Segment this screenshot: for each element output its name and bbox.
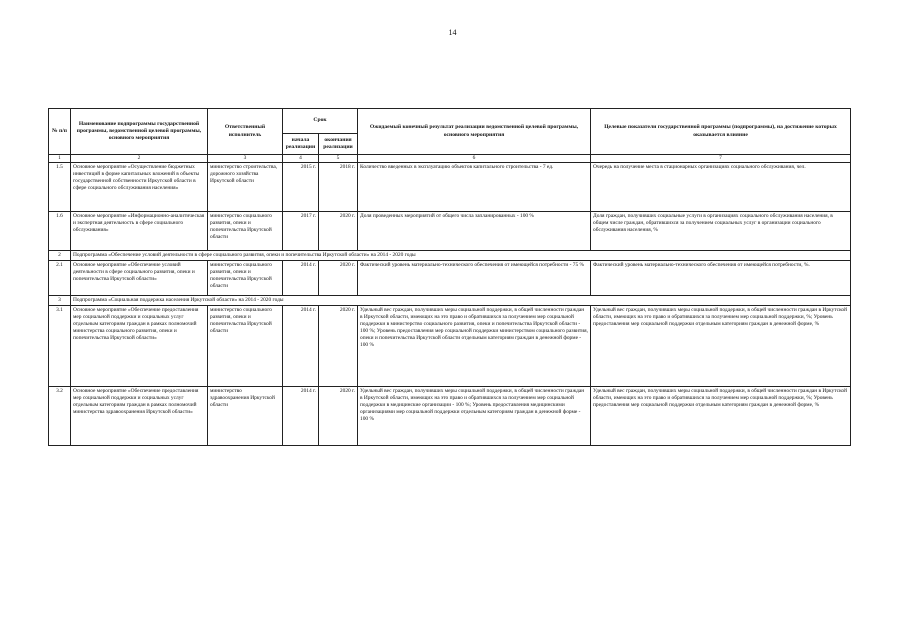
row-number: 2.1: [49, 261, 71, 296]
column-number: 1: [49, 155, 71, 163]
row-name: Основное мероприятие «Обеспечение условий деятельности в сфере социального развития, опеки и попечительства Иркутской области»: [71, 261, 208, 296]
section-title: Подпрограмма «Социальная поддержка населения Иркутской области» на 2014 - 2020 годы: [71, 296, 851, 306]
column-number: 6: [358, 155, 591, 163]
row-end: 2020 г.: [319, 306, 358, 387]
header-executor: Ответственный исполнитель: [208, 109, 283, 155]
column-number: 4: [283, 155, 319, 163]
page-number: 14: [448, 28, 457, 37]
row-number: 1.6: [49, 212, 71, 251]
section-row: [49, 296, 851, 306]
row-executor: министерство социального развития, опеки и попечительства Иркутской области: [208, 306, 283, 387]
column-number: 5: [319, 155, 358, 163]
row-result: Количество введенных в эксплуатацию объектов капитального строительства - 7 ед.: [358, 163, 591, 212]
row-result: Доля проведенных мероприятий от общего числа запланированных - 100 %: [358, 212, 591, 251]
header-result: Ожидаемый конечный результат реализации ведомственной целевой программы, основного мероприятия: [358, 109, 591, 155]
table-row: [49, 261, 851, 296]
column-number: 2: [71, 155, 208, 163]
header-indicators: Целевые показатели государственной программы (подпрограммы), на достижение которых оказывается влияние: [591, 109, 851, 155]
row-executor: министерство строительства, дорожного хозяйства Иркутской области: [208, 163, 283, 212]
row-number: 3.2: [49, 387, 71, 446]
header-name: Наименование подпрограммы государственной программы, ведомственной целевой программы, основного мероприятия: [71, 109, 208, 155]
row-executor: министерство социального развития, опеки и попечительства Иркутской области: [208, 261, 283, 296]
row-number: 1.5: [49, 163, 71, 212]
row-indicators: Фактический уровень материально-технического обеспечения от имеющейся потребности, %.: [591, 261, 851, 296]
row-indicators: Доля граждан, получивших социальные услуги в организациях социального обслуживания населения, в общем числе граждан, обратившихся за получением социальных услуг в организации социального обслуживания населения, %: [591, 212, 851, 251]
row-result: Фактический уровень материально-технического обеспечения от имеющейся потребности - 75 %: [358, 261, 591, 296]
table-row: [49, 387, 851, 446]
row-indicators: Очередь на получение места в стационарных организациях социального обслуживания, чел.: [591, 163, 851, 212]
row-result: Удельный вес граждан, получивших меры социальной поддержки, в общей численности граждан в Иркутской области, имеющих на это право и обратившихся за получением мер социальной поддержки в медицинские организации - 100 %; Уровень предоставления медицинскими организациями мер социальной поддержки отдельным категориям граждан в денежной форме - 100 %: [358, 387, 591, 446]
row-indicators: Удельный вес граждан, получивших меры социальной поддержки, в общей численности граждан в Иркутской области, имеющих на это право и обратившихся за получением мер социальной поддержки, %; Уровень предоставления мер социальной поддержки отдельным категориям граждан в денежной форме, %: [591, 306, 851, 387]
row-name: Основное мероприятие «Обеспечение предоставления мер социальной поддержки и социальных услуг отдельным категориям граждан в рамках полномочий министерства здравоохранения Иркутской области»: [71, 387, 208, 446]
header-term-start: начала реализации: [283, 134, 319, 155]
row-name: Основное мероприятие «Обеспечение предоставления мер социальной поддержки и социальных услуг отдельным категориям граждан в рамках полномочий министерства социального развития, опеки и попечительства Иркутской области»: [71, 306, 208, 387]
row-start: 2014 г.: [283, 261, 319, 296]
row-start: 2014 г.: [283, 387, 319, 446]
table-row: [49, 212, 851, 251]
row-name: Основное мероприятие «Информационно-аналитическая и экспертная деятельность в сфере социального обслуживания»: [71, 212, 208, 251]
row-result: Удельный вес граждан, получивших меры социальной поддержки, в общей численности граждан в Иркутской области, имеющих на это право и обратившихся за получением мер социальной поддержки в министерство социального развития, опеки и попечительства Иркутской области - 100 %; Уровень предоставления мер социальной поддержки министерством социального развития, опеки и попечительства Иркутской области отдельным категориям граждан в денежной форме - 100 %: [358, 306, 591, 387]
table-row: [49, 306, 851, 387]
column-number: 3: [208, 155, 283, 163]
column-number: 7: [591, 155, 851, 163]
program-table: [48, 108, 851, 446]
row-end: 2020 г.: [319, 387, 358, 446]
section-number: 3: [49, 296, 71, 306]
column-number-row: [49, 155, 851, 163]
row-start: 2014 г.: [283, 306, 319, 387]
row-executor: министерство социального развития, опеки и попечительства Иркутской области: [208, 212, 283, 251]
row-end: 2018 г.: [319, 163, 358, 212]
section-number: 2: [49, 251, 71, 261]
table-row: [49, 163, 851, 212]
row-start: 2017 г.: [283, 212, 319, 251]
header-term: Срок: [283, 109, 358, 134]
row-end: 2020 г.: [319, 212, 358, 251]
header-num: № п/п: [49, 109, 71, 155]
row-start: 2015 г.: [283, 163, 319, 212]
section-title: Подпрограмма «Обеспечение условий деятельности в сфере социального развития, опеки и попечительства Иркутской области» на 2014 - 2020 годы: [71, 251, 851, 261]
row-executor: министерство здравоохранения Иркутской области: [208, 387, 283, 446]
row-indicators: Удельный вес граждан, получивших меры социальной поддержки, в общей численности граждан в Иркутской области, имеющих на это право и обратившихся за получением мер социальной поддержки, %; Уровень предоставления мер социальной поддержки отдельным категориям граждан в денежной форме, %: [591, 387, 851, 446]
row-name: Основное мероприятие «Осуществление бюджетных инвестиций в форме капитальных вложений в объекты государственной собственности Иркутской области в сфере социального обслуживания населения»: [71, 163, 208, 212]
header-term-end: окончания реализации: [319, 134, 358, 155]
header-row: [49, 109, 851, 134]
section-row: [49, 251, 851, 261]
row-end: 2020 г.: [319, 261, 358, 296]
row-number: 3.1: [49, 306, 71, 387]
